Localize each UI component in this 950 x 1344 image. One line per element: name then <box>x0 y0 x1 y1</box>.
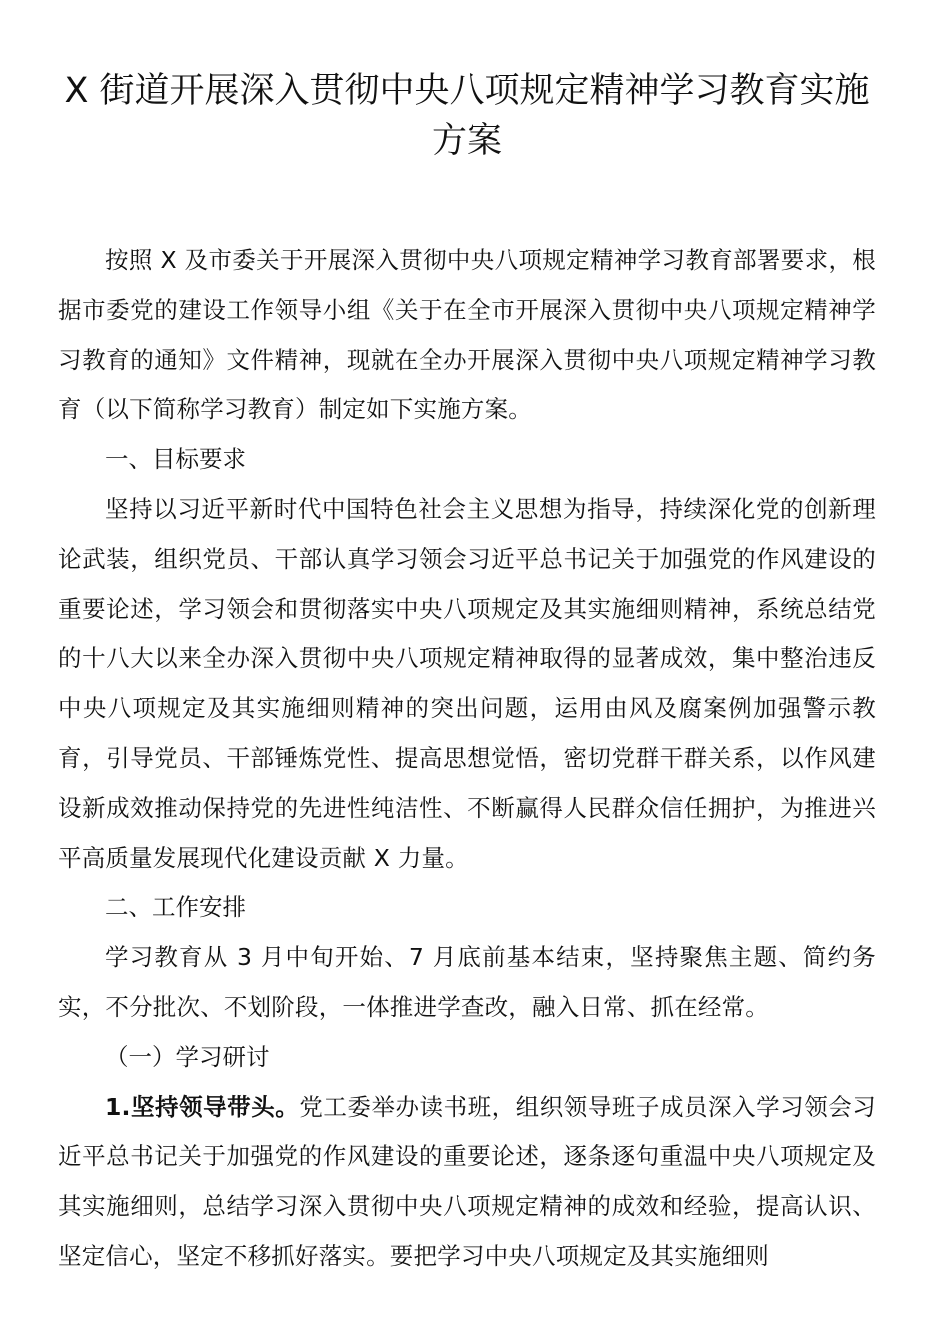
title-line-1: X 街道开展深入贯彻中央八项规定精神学习教育实施 <box>64 71 870 111</box>
item-1-paragraph <box>58 1083 876 1282</box>
document-body <box>58 236 876 1282</box>
goals-paragraph: 坚持以习近平新时代中国特色社会主义思想为指导，持续深化党的创新理论武装，组织党员、干部认真学习领会习近平总书记关于加强党的作风建设的重要论述，学习领会和贯彻落实中央八项规定及其实施细则精神，系统总结党的十八大以来全办深入贯彻中央八项规定精神取得的显著成效，集中整治违反中央八项规定及其实施细则精神的突出问题，运用由风及腐案例加强警示教育，引导党员、干部锤炼党性、提高思想觉悟，密切党群干群关系，以作风建设新成效推动保持党的先进性纯洁性、不断赢得人民群众信任拥护，为推进兴平高质量发展现代化建设贡献 X 力量。 <box>58 494 876 872</box>
section-heading-arrangement: 二、工作安排 <box>105 893 246 922</box>
intro-paragraph: 按照 X 及市委关于开展深入贯彻中央八项规定精神学习教育部署要求，根据市委党的建设工作领导小组《关于在全市开展深入贯彻中央八项规定精神学习教育的通知》文件精神，现就在全办开展深入贯彻中央八项规定精神学习教育（以下简称学习教育）制定如下实施方案。 <box>58 246 876 424</box>
title-line-2: 方案 <box>431 121 502 161</box>
item-1-lead: 1.坚持领导带头。 <box>105 1092 300 1121</box>
item-1-text: 党工委举办读书班，组织领导班子成员深入学习领会习近平总书记关于加强党的作风建设的重要论述，逐条逐句重温中央八项规定及其实施细则，总结学习深入贯彻中央八项规定精神的成效和经验，提高认识、坚定信心，坚定不移抓好落实。要把学习中央八项规定及其实施细则 <box>58 1092 876 1270</box>
subsection-heading-study: （一）学习研讨 <box>105 1042 270 1071</box>
arrangement-paragraph: 学习教育从 3 月中旬开始、7 月底前基本结束，坚持聚焦主题、简约务实，不分批次、不划阶段，一体推进学查改，融入日常、抓在经常。 <box>58 943 876 1021</box>
document-title <box>58 66 876 166</box>
section-heading-goals: 一、目标要求 <box>105 445 246 474</box>
